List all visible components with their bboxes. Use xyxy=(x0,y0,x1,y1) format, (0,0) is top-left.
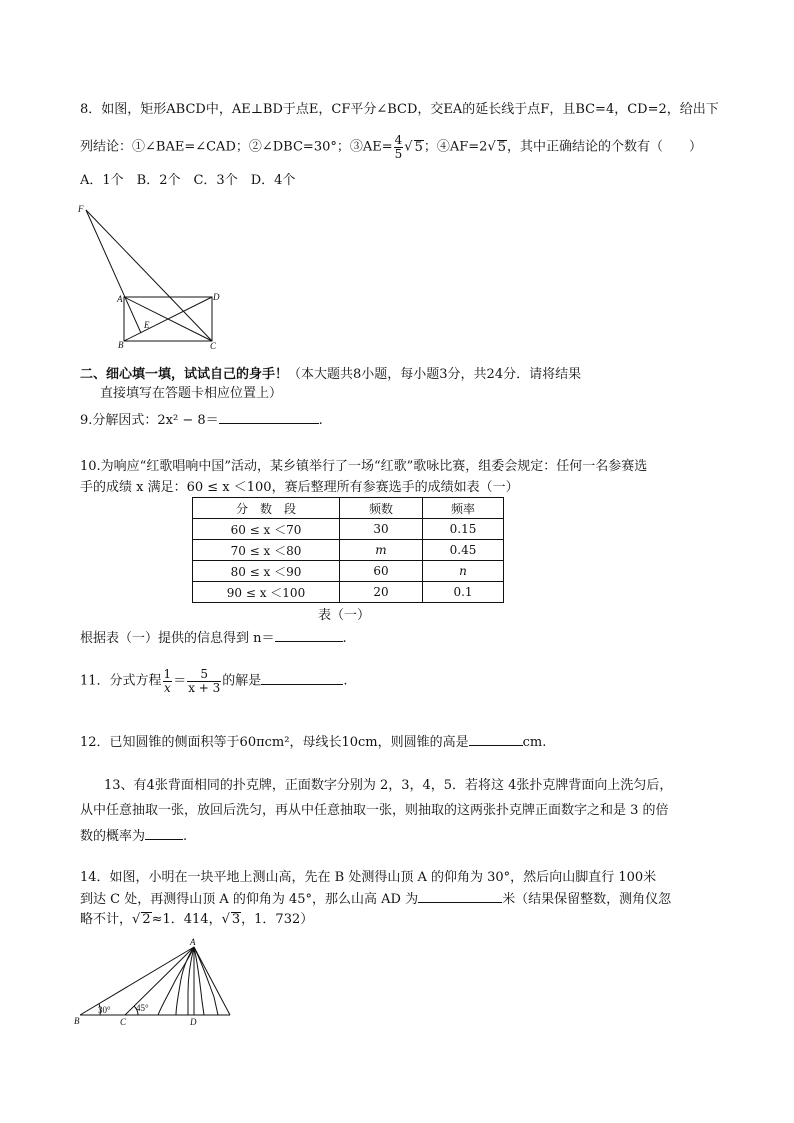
q14-line3-c: ，1．732） xyxy=(241,912,314,927)
q8-line2-b: ；④AF=2 xyxy=(423,139,488,155)
q10-ask xyxy=(80,629,347,648)
q14-line2-b: 米（结果保留整数，测角仪忽 xyxy=(502,892,672,907)
label-b: B xyxy=(74,1016,80,1026)
q14-line2-a: 到达 C 处，再测得山顶 A 的仰角为 45°，那么山高 AD 为 xyxy=(80,892,419,907)
section2-note1: （本大题共8小题，每小题3分，共24分．请将结果 xyxy=(288,367,582,382)
table-cell: 60 xyxy=(340,561,423,582)
table-cell: n xyxy=(423,561,504,582)
q8-fraction xyxy=(394,134,404,160)
label-a: A xyxy=(117,294,123,304)
q12 xyxy=(80,733,546,752)
frac-denominator: 5 xyxy=(394,146,403,161)
q11-fraction2 xyxy=(187,668,221,694)
frac-denominator: x xyxy=(163,680,171,695)
q10-answer-blank xyxy=(275,629,343,642)
q10-line1: 10.为响应“红歌唱响中国”活动，某乡镇举行了一场“红歌”歌咏比赛，组委会规定：任何一名参赛选 xyxy=(80,459,648,474)
table-header-cell: 频数 xyxy=(340,498,423,519)
label-b: B xyxy=(118,340,124,350)
q12-end: cm. xyxy=(522,735,547,750)
q14-line3: 略不计，√ 2≈1．414，√ 3，1．732） xyxy=(80,912,314,927)
q8-line2-a: 列结论：①∠BAE=∠CAD；②∠DBC=30°；③AE= xyxy=(80,139,393,155)
q12-text: 12．已知圆锥的侧面积等于60πcm²，母线长10cm，则圆锥的高是 xyxy=(80,735,469,750)
table-cell: 80 ≤ x ＜90 xyxy=(193,561,340,582)
table-row xyxy=(193,519,504,540)
q11 xyxy=(80,668,347,694)
q11-eq: ＝ xyxy=(173,673,187,689)
q13-line3-text: 数的概率为 xyxy=(80,829,146,844)
frac-numerator: 1 xyxy=(163,667,172,681)
q14-line3-a: 略不计， xyxy=(80,912,133,927)
q9 xyxy=(80,411,323,430)
table-row xyxy=(193,561,504,582)
frac-denominator: x + 3 xyxy=(188,680,221,695)
q11-answer-blank xyxy=(261,672,343,685)
q8-line2: 列结论：①∠BAE=∠CAD；②∠DBC=30°；③AE= $\frac{4}{5}$ √ 5；④AF=2√ 5，其中正确结论的个数有（ ） xyxy=(80,133,703,161)
table-cell: 0.15 xyxy=(423,519,504,540)
q12-answer-blank xyxy=(469,733,523,746)
table-cell: 20 xyxy=(340,582,423,603)
q14-figure xyxy=(72,935,238,1027)
angle-label-30: 30° xyxy=(98,1005,111,1015)
table-header-row xyxy=(193,498,504,519)
label-a: A xyxy=(190,937,196,947)
label-d: D xyxy=(190,1017,197,1027)
label-d: D xyxy=(213,292,220,302)
q11-end: . xyxy=(343,673,348,689)
q13-answer-blank xyxy=(145,827,183,840)
label-c: C xyxy=(120,1017,127,1027)
line-fe xyxy=(86,210,141,333)
section2-title: 二、细心填一填，试试自己的身手！ xyxy=(80,367,289,382)
q9-end: . xyxy=(318,413,323,428)
q11-fraction1 xyxy=(163,668,173,694)
score-table xyxy=(192,497,504,603)
table-row xyxy=(193,582,504,603)
table-cell: m xyxy=(340,540,423,561)
label-e: E xyxy=(144,320,150,330)
q13-end: . xyxy=(183,829,188,844)
q8-line1: 8．如图，矩形ABCD中，AE⊥BD于点E，CF平分∠BCD，交EA的延长线于点F，且BC=4，CD=2，给出下 xyxy=(80,102,719,117)
table-cell: 0.1 xyxy=(423,582,504,603)
q8-line2-c: ，其中正确结论的个数有（ ） xyxy=(507,139,703,155)
angle-label-45: 45° xyxy=(136,1003,149,1013)
q10-end: . xyxy=(342,631,347,646)
q13-line2: 从中任意抽取一张，放回后洗匀，再从中任意抽取一张，则抽取的这两张扑克牌正面数字之和是 3 的倍 xyxy=(80,803,669,818)
mountain-contour xyxy=(194,947,218,1015)
table-row xyxy=(193,540,504,561)
frac-numerator: 5 xyxy=(187,668,221,682)
table-cell: 60 ≤ x ＜70 xyxy=(193,519,340,540)
q9-text: 9.分解因式：2x² − 8＝ xyxy=(80,413,219,428)
table-header-cell: 频率 xyxy=(423,498,504,519)
table-caption: 表（一） xyxy=(318,608,371,623)
q13-line1: 13、有4张背面相同的扑克牌，正面数字分别为 2，3，4，5．若将这 4张扑克牌背面向上洗匀后， xyxy=(104,778,673,793)
q8-sqrt: 5 xyxy=(414,139,423,155)
q11-pre: 11．分式方程 xyxy=(80,673,162,689)
q14-answer-blank xyxy=(418,890,502,903)
label-f: F xyxy=(78,204,84,214)
frac-numerator: 4 xyxy=(394,133,403,147)
q10-line2: 手的成绩 x 满足：60 ≤ x ＜100，赛后整理所有参赛选手的成绩如表（一） xyxy=(80,480,519,495)
table-cell: 70 ≤ x ＜80 xyxy=(193,540,340,561)
q13-line3 xyxy=(80,827,187,846)
section2-note2: 直接填写在答题卡相应位置上） xyxy=(100,386,283,401)
q14-line3-b: ≈1．414， xyxy=(151,912,222,927)
q8-sqrt2: 5 xyxy=(497,139,507,155)
q8-figure xyxy=(72,202,232,350)
q11-post: 的解是 xyxy=(222,673,262,689)
q9-answer-blank xyxy=(219,411,319,424)
q14-sqrt2: 2 xyxy=(142,912,151,927)
section2-header xyxy=(80,366,581,384)
table-cell: 30 xyxy=(340,519,423,540)
table-cell: 0.45 xyxy=(423,540,504,561)
q14-sqrt3: 3 xyxy=(231,912,241,927)
q8-options: A．1个 B．2个 C．3个 D．4个 xyxy=(80,173,296,188)
q14-line2 xyxy=(80,890,671,909)
label-c: C xyxy=(210,341,217,350)
table-cell: 90 ≤ x ＜100 xyxy=(193,582,340,603)
q14-line1: 14．如图，小明在一块平地上测山高，先在 B 处测得山顶 A 的仰角为 30°，然后向山脚直行 100米 xyxy=(80,870,657,885)
table-header-cell: 分 数 段 xyxy=(193,498,340,519)
q10-ask-text: 根据表（一）提供的信息得到 n＝ xyxy=(80,631,275,646)
